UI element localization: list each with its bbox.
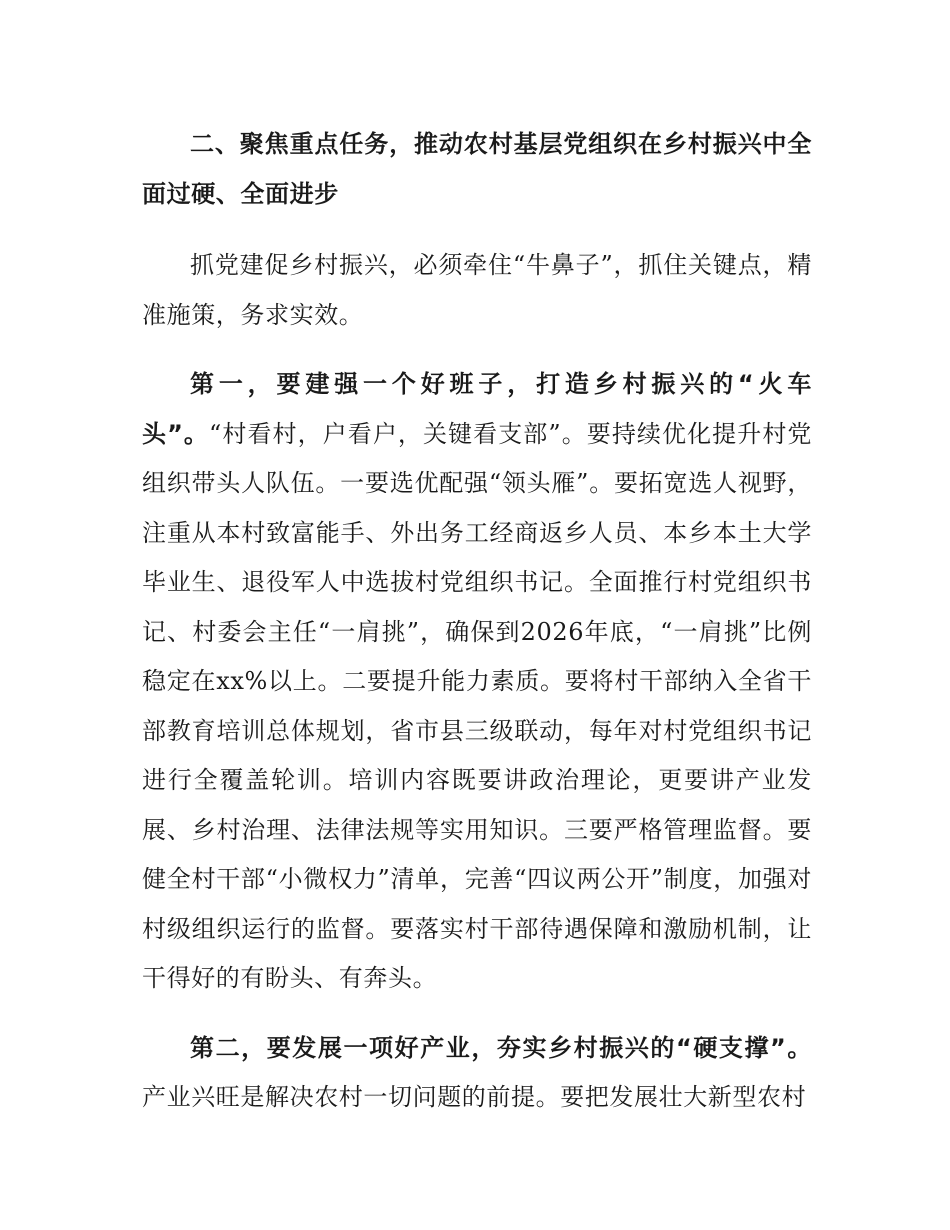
point-2-lead: 第二，要发展一项好产业，夯实乡村振兴的“硬支撑”。: [190, 1033, 812, 1062]
intro-paragraph: 抓党建促乡村振兴，必须牵住“牛鼻子”，抓住关键点，精准施策，务求实效。: [142, 251, 812, 329]
point-1-lead: 第一，要建强一个好班子，打造乡村振兴的“火车头”。: [142, 370, 812, 448]
point-2-paragraph: [142, 1024, 812, 1123]
section-heading: 二、聚焦重点任务，推动农村基层党组织在乡村振兴中全面过硬、全面进步: [142, 130, 812, 208]
point-1-body: “村看村，户看户，关键看支部”。要持续优化提升村党组织带头人队伍。一要选优配强“领头雁”。要拓宽选人视野，注重从本村致富能手、外出务工经商返乡人员、本乡本土大学毕业生、退役军人中选拔村党组织书记。全面推行村党组织书记、村委会主任“一肩挑”，确保到2026年底，“一肩挑”比例稳定在xx%以上。二要提升能力素质。要将村干部纳入全省干部教育培训总体规划，省市县三级联动，每年对村党组织书记进行全覆盖轮训。培训内容既要讲政治理论，更要讲产业发展、乡村治理、法律法规等实用知识。三要严格管理监督。要健全村干部“小微权力”清单，完善“四议两公开”制度，加强对村级组织运行的监督。要落实村干部待遇保障和激励机制，让干得好的有盼头、有奔头。: [142, 419, 812, 992]
document-page: [142, 120, 812, 1123]
point-1-paragraph: [142, 360, 812, 1004]
point-2-body: 产业兴旺是解决农村一切问题的前提。要把发展壮大新型农村: [142, 1083, 807, 1111]
